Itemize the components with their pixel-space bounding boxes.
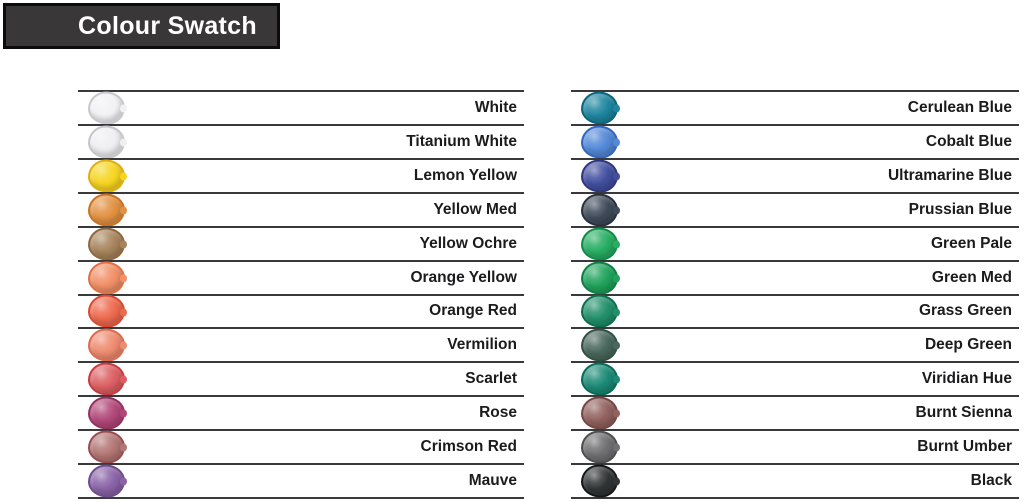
swatch-row-lemon-yellow [78,158,524,192]
swatch-label: Titanium White [406,132,517,150]
swatch-label: Yellow Ochre [419,234,517,252]
swatch-label: Black [970,472,1012,490]
swatch-label: Yellow Med [433,200,517,218]
swatch-row-ultramarine-blue [571,158,1019,192]
mauve-paint-swatch [88,465,125,498]
vermilion-paint-swatch [88,329,125,362]
cobalt-blue-paint-swatch [581,125,618,158]
crimson-red-paint-swatch [88,431,125,464]
swatch-label: Viridian Hue [921,370,1012,388]
orange-yellow-paint-swatch [88,261,125,294]
swatch-row-grass-green [571,294,1019,328]
yellow-ochre-paint-swatch [88,227,125,260]
grass-green-paint-swatch [581,295,618,328]
white-paint-swatch [88,91,125,124]
viridian-hue-paint-swatch [581,363,618,396]
swatch-row-yellow-med [78,192,524,226]
swatch-label: Burnt Umber [917,438,1012,456]
swatch-label: Deep Green [924,336,1012,354]
swatch-row-mauve [78,463,524,497]
swatch-label: White [474,98,517,116]
page-title: Colour Swatch [78,11,257,40]
lemon-yellow-paint-swatch [88,159,125,192]
swatch-row-titanium-white [78,124,524,158]
ultramarine-blue-paint-swatch [581,159,618,192]
titanium-white-paint-swatch [88,125,125,158]
swatch-row-yellow-ochre [78,226,524,260]
swatch-label: Orange Yellow [410,268,517,286]
rose-paint-swatch [88,397,125,430]
swatch-row-deep-green [571,327,1019,361]
green-pale-paint-swatch [581,227,618,260]
swatch-label: Ultramarine Blue [887,166,1012,184]
orange-red-paint-swatch [88,295,125,328]
swatch-label: Mauve [468,472,517,490]
green-med-paint-swatch [581,261,618,294]
swatch-label: Scarlet [465,370,517,388]
swatch-row-cobalt-blue [571,124,1019,158]
swatch-row-orange-red [78,294,524,328]
yellow-med-paint-swatch [88,193,125,226]
swatch-row-cerulean-blue [571,90,1019,124]
swatch-row-scarlet [78,361,524,395]
swatch-column-right [571,90,1019,499]
swatch-label: Prussian Blue [908,200,1012,218]
swatch-row-rose [78,395,524,429]
swatch-label: Orange Red [429,302,517,320]
swatch-label: Grass Green [918,302,1012,320]
header-banner [3,3,280,49]
swatch-label: Crimson Red [420,438,517,456]
prussian-blue-paint-swatch [581,193,618,226]
swatch-label: Lemon Yellow [413,166,517,184]
swatch-label: Cerulean Blue [907,98,1012,116]
swatch-row-burnt-umber [571,429,1019,463]
deep-green-paint-swatch [581,329,618,362]
swatch-row-prussian-blue [571,192,1019,226]
black-paint-swatch [581,465,618,498]
swatch-row-white [78,90,524,124]
swatch-label: Green Med [931,268,1012,286]
swatch-row-green-pale [571,226,1019,260]
swatch-column-left [78,90,524,499]
swatch-row-burnt-sienna [571,395,1019,429]
swatch-row-green-med [571,260,1019,294]
swatch-label: Cobalt Blue [925,132,1012,150]
swatch-label: Vermilion [447,336,517,354]
cerulean-blue-paint-swatch [581,91,618,124]
swatch-row-orange-yellow [78,260,524,294]
burnt-sienna-paint-swatch [581,397,618,430]
swatch-label: Burnt Sienna [915,404,1012,422]
swatch-row-vermilion [78,327,524,361]
swatch-row-black [571,463,1019,497]
swatch-row-viridian-hue [571,361,1019,395]
swatch-label: Rose [479,404,517,422]
burnt-umber-paint-swatch [581,431,618,464]
scarlet-paint-swatch [88,363,125,396]
swatch-label: Green Pale [931,234,1012,252]
swatch-row-crimson-red [78,429,524,463]
